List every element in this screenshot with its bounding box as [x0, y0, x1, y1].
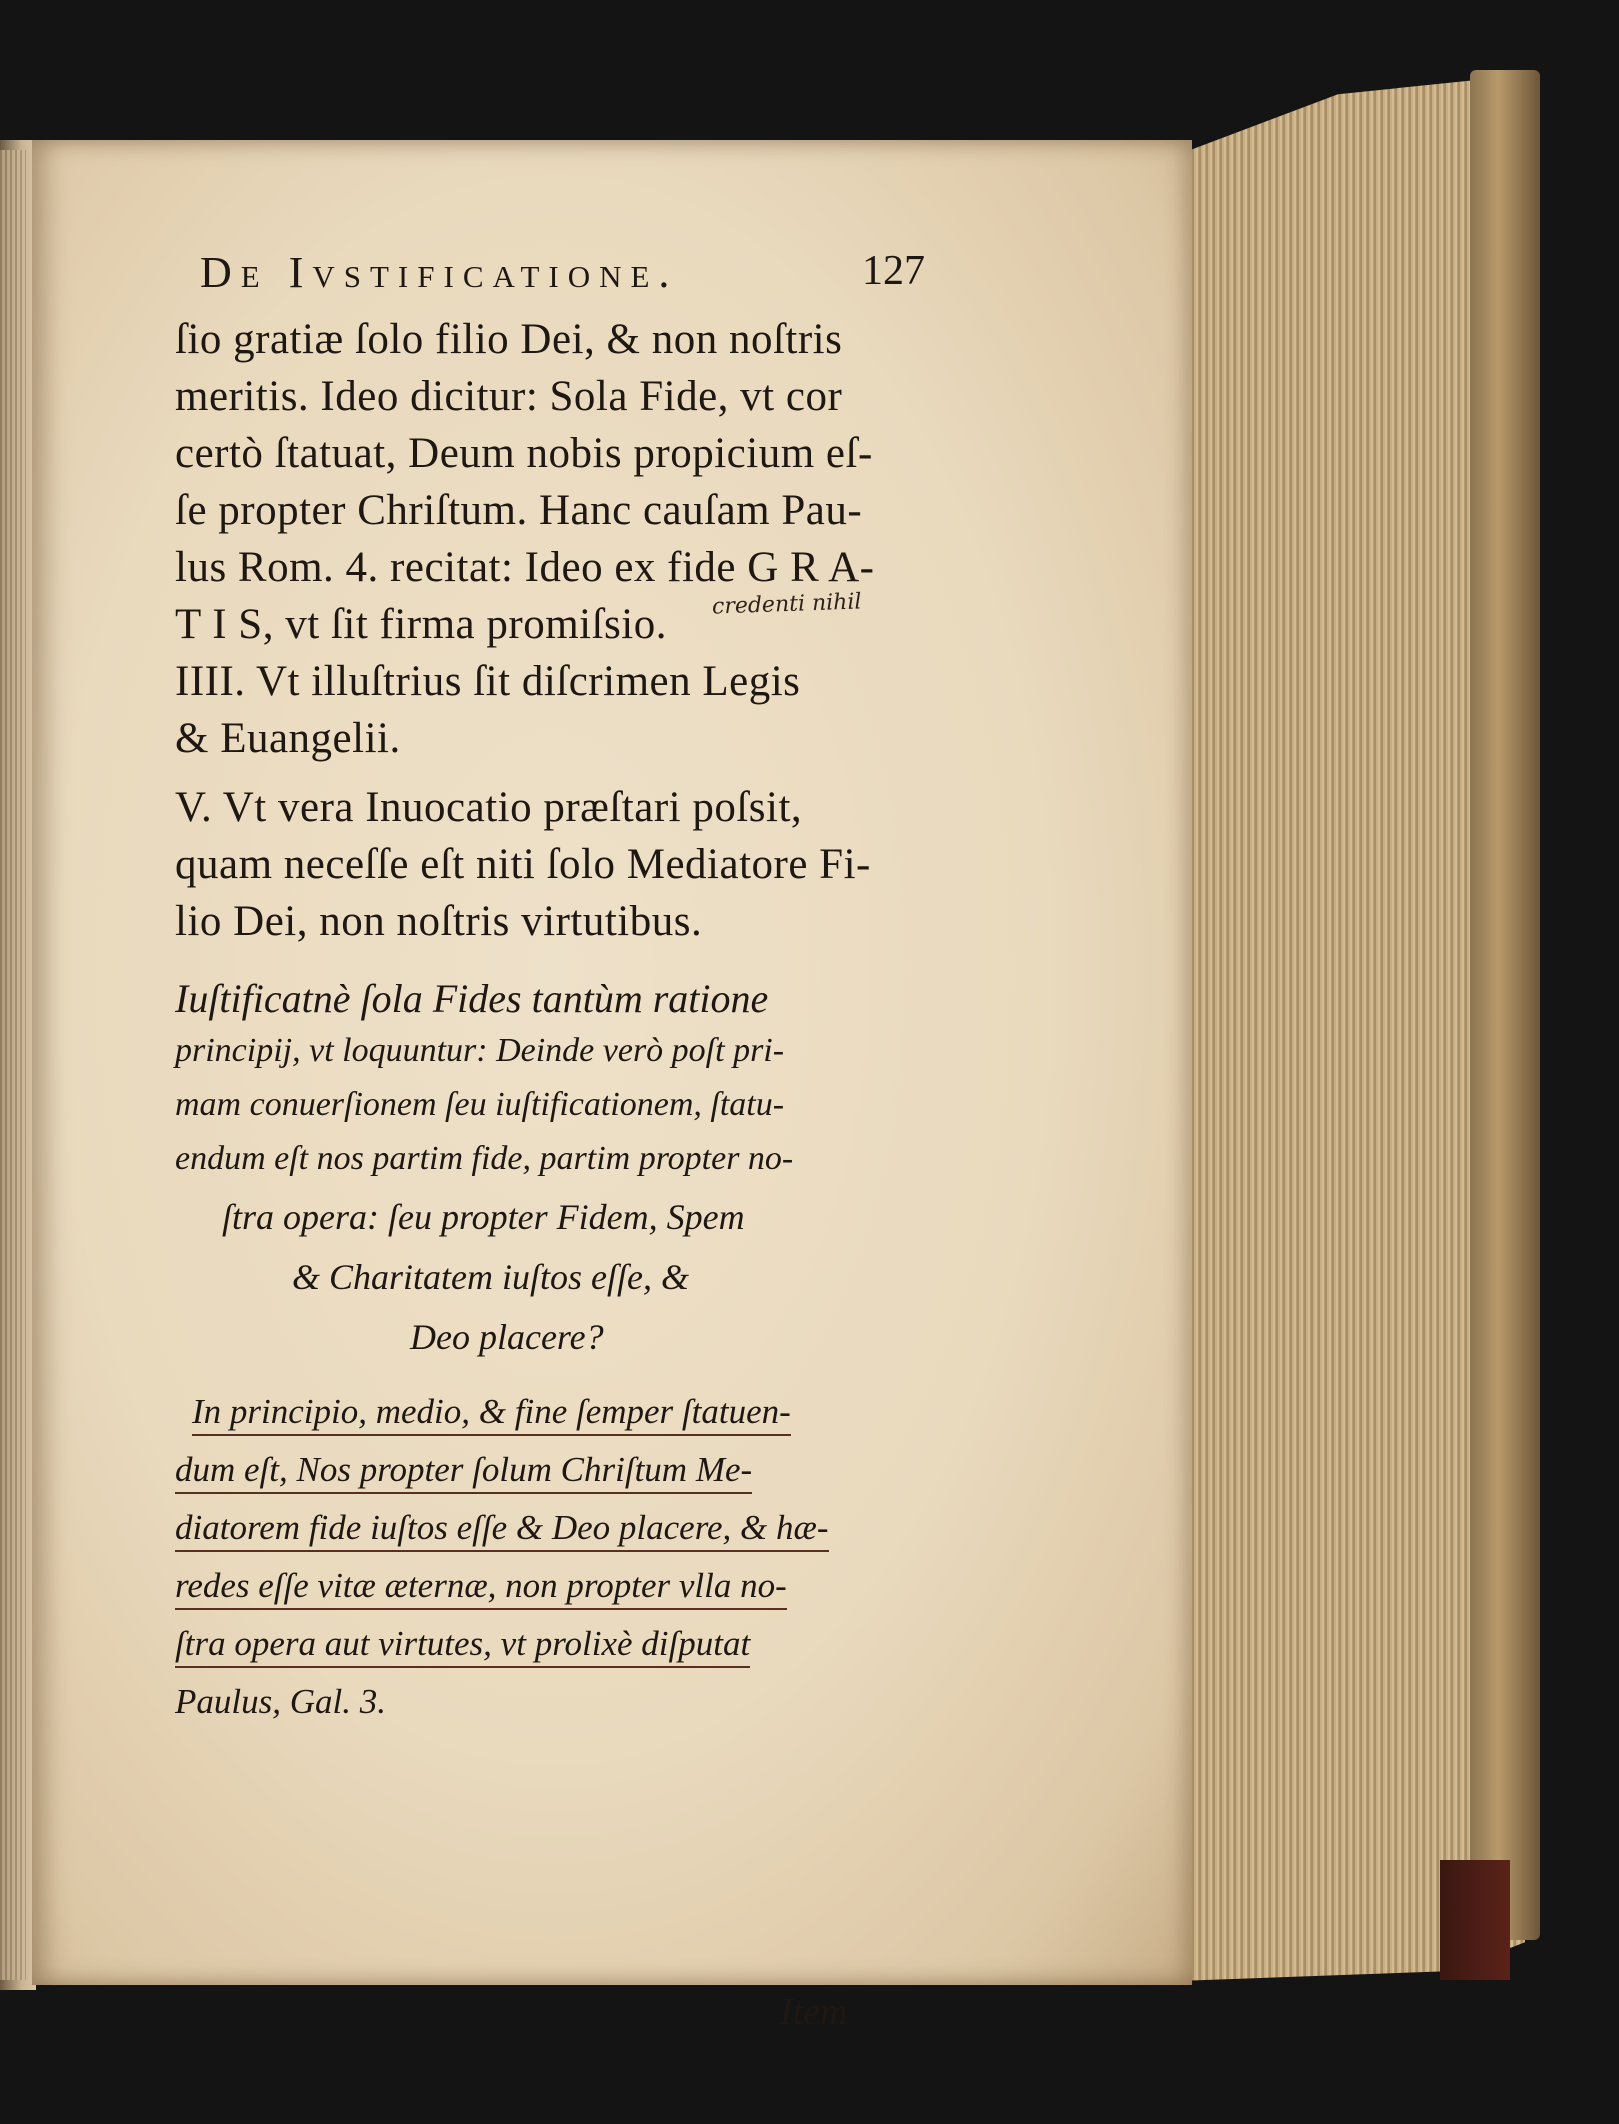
body-line: lus Rom. 4. recitat: Ideo ex fide G R A- [175, 544, 875, 591]
body-line: IIII. Vt illuſtrius ſit diſcrimen Legis [175, 658, 801, 705]
answer-line: diatorem fide iuſtos eſſe & Deo placere, & hæ- [175, 1508, 829, 1552]
handwritten-note: credenti nihil [711, 589, 862, 620]
binding-tail [1440, 1860, 1510, 1980]
page-number: 127 [862, 248, 925, 294]
body-line: T I S, vt ſit firma promiſsio. [175, 601, 667, 648]
body-line: V. Vt vera Inuocatio præſtari poſsit, [175, 784, 803, 831]
question-line: mam conuerſionem ſeu iuſtificationem, ſtatu- [175, 1086, 785, 1123]
book-binding [1470, 70, 1540, 1940]
body-line: ſe propter Chriſtum. Hanc cauſam Pau- [175, 487, 863, 534]
question-line: Iuſtificatnè ſola Fides tantùm ratione [175, 976, 769, 1021]
body-line: quam neceſſe eſt niti ſolo Mediatore Fi- [175, 841, 871, 888]
running-title: De Ivstificatione. [200, 248, 679, 297]
book-page [32, 140, 1192, 1985]
left-page-leaves [0, 150, 26, 1980]
page-text [32, 140, 1192, 1985]
question-line: ſtra opera: ſeu propter Fidem, Spem [222, 1197, 745, 1237]
body-line: certò ſtatuat, Deum nobis propicium eſ- [175, 430, 873, 477]
answer-line: dum eſt, Nos propter ſolum Chriſtum Me- [175, 1450, 752, 1494]
answer-line: In principio, medio, & fine ſemper ſtatuen- [192, 1392, 791, 1436]
body-line: lio Dei, non noſtris virtutibus. [175, 898, 703, 945]
catchword: Item [780, 1991, 848, 2033]
body-line: ſio gratiæ ſolo filio Dei, & non noſtris [175, 316, 843, 363]
question-line: endum eſt nos partim fide, partim propter no- [175, 1140, 794, 1177]
answer-line: Paulus, Gal. 3. [175, 1682, 386, 1721]
body-line: meritis. Ideo dicitur: Sola Fide, vt cor [175, 373, 843, 420]
question-line: Deo placere? [410, 1317, 604, 1357]
answer-line: redes eſſe vitæ æternæ, non propter vlla no- [175, 1566, 787, 1610]
question-line: & Charitatem iuſtos eſſe, & [292, 1257, 689, 1297]
answer-line: ſtra opera aut virtutes, vt prolixè diſputat [175, 1624, 750, 1668]
body-line: & Euangelii. [175, 715, 401, 762]
question-line: principij, vt loquuntur: Deinde verò poſt pri- [175, 1032, 785, 1069]
